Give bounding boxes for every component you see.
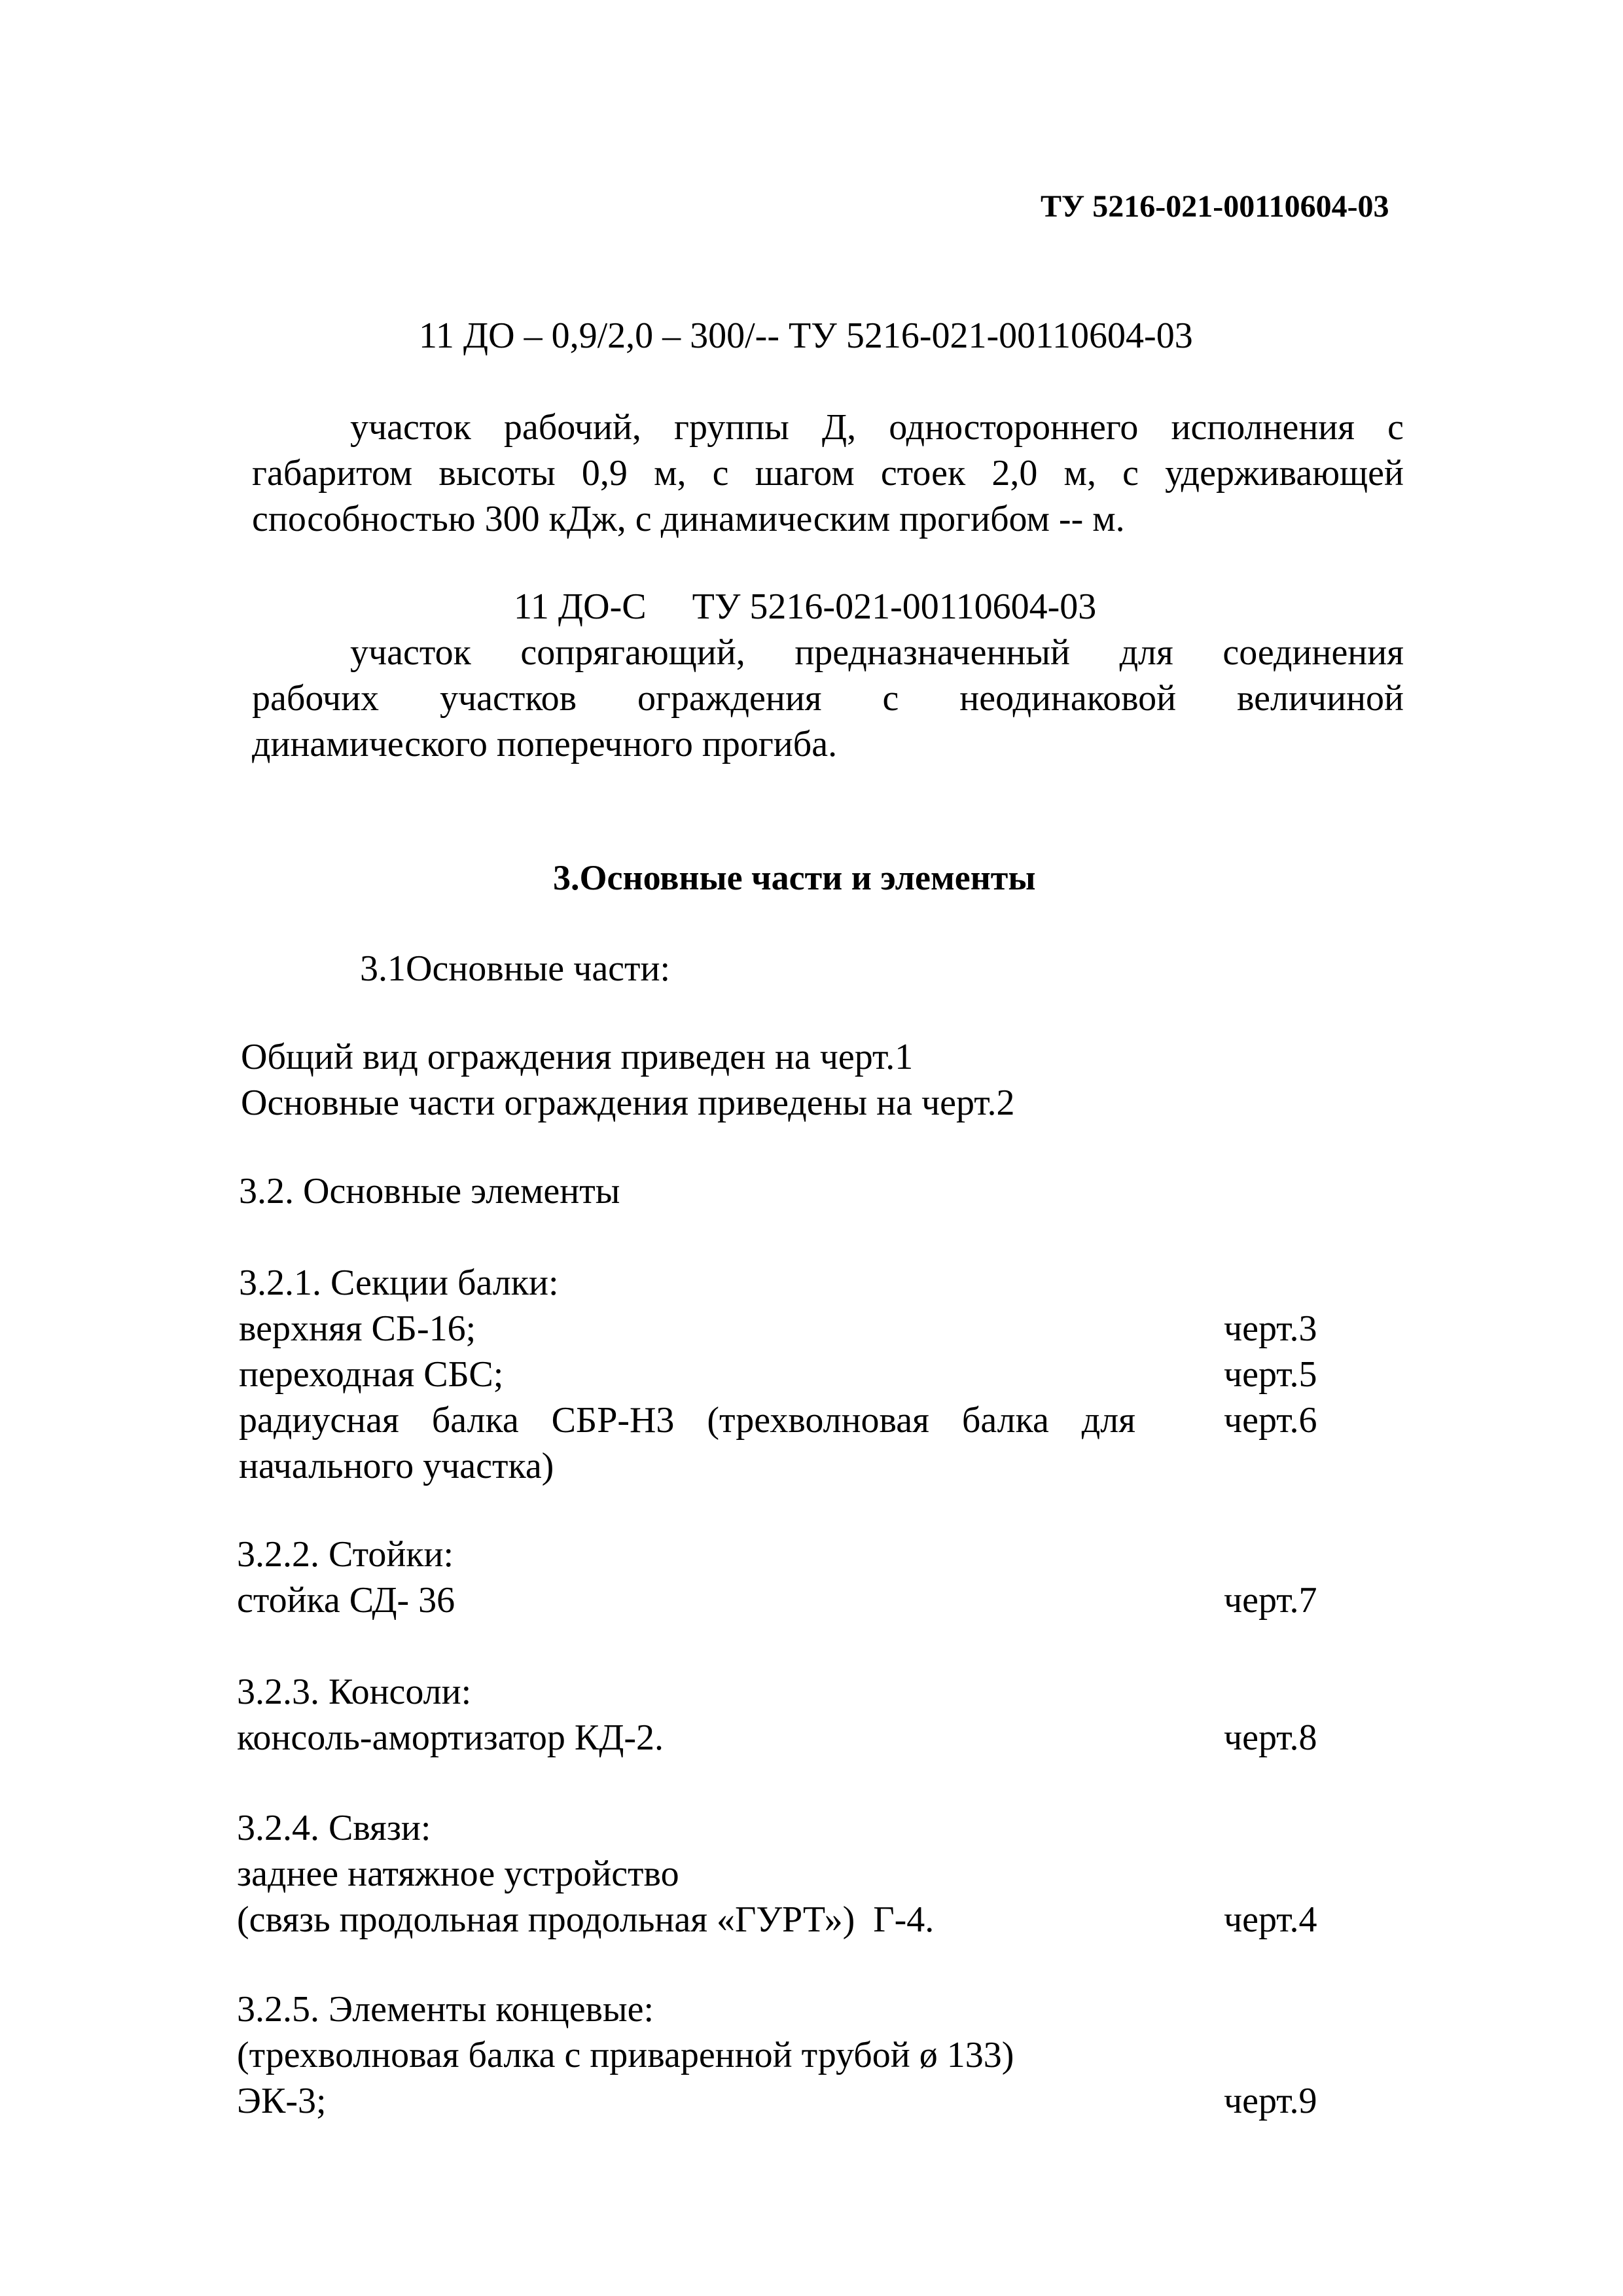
section-3-2-4-line-1: заднее натяжное устройство xyxy=(237,1854,679,1894)
section-3-2-4-title: 3.2.4. Связи: xyxy=(237,1808,431,1848)
section-3-2-3-ref: черт.8 xyxy=(1224,1717,1317,1758)
list-item-text: верхняя СБ-16; xyxy=(239,1308,476,1349)
designation-2: 11 ДО-С ТУ 5216-021-00110604-03 xyxy=(514,586,1097,627)
section-3-2-5-title: 3.2.5. Элементы концевые: xyxy=(237,1989,654,2030)
section-3-2-1-title: 3.2.1. Секции балки: xyxy=(239,1263,559,1303)
paragraph-2-line-2: рабочих участков ограждения с неодинаковой величиной xyxy=(252,678,1404,719)
section-3-2-title: 3.2. Основные элементы xyxy=(239,1171,620,1211)
list-item-text: переходная СБС; xyxy=(239,1354,504,1395)
section-3-title: 3.Основные части и элементы xyxy=(553,858,1036,897)
section-3-2-4-line-2: (связь продольная продольная «ГУРТ») Г-4. xyxy=(237,1899,935,1940)
list-item-text: радиусная балка СБР-Н3 (трехволновая балка для xyxy=(239,1400,1135,1441)
paragraph-1-line-2: габаритом высоты 0,9 м, с шагом стоек 2,0 м, с удерживающей xyxy=(252,453,1404,493)
paragraph-2-line-1: участок сопрягающий, предназначенный для соединения xyxy=(350,632,1404,673)
list-item-ref: черт.3 xyxy=(1224,1308,1317,1349)
section-3-2-5-line-2: ЭК-3; xyxy=(237,2081,327,2121)
section-3-2-5-ref: черт.9 xyxy=(1224,2081,1317,2121)
section-3-2-5-line-1: (трехволновая балка с приваренной трубой ø 133) xyxy=(237,2035,1014,2075)
list-item-text: начального участка) xyxy=(239,1446,554,1486)
designation-1: 11 ДО – 0,9/2,0 – 300/-- ТУ 5216-021-00110604-03 xyxy=(419,315,1193,356)
section-3-1-line-2: Основные части ограждения приведены на черт.2 xyxy=(241,1083,1015,1123)
paragraph-1-line-3: способностью 300 кДж, с динамическим прогибом -- м. xyxy=(252,499,1125,539)
section-3-2-3-title: 3.2.3. Консоли: xyxy=(237,1672,472,1712)
section-3-1-line-1: Общий вид ограждения приведен на черт.1 xyxy=(241,1037,914,1077)
section-3-2-3-item: консоль-амортизатор КД-2. xyxy=(237,1717,664,1758)
section-3-2-2-title: 3.2.2. Стойки: xyxy=(237,1534,454,1575)
section-3-2-2-ref: черт.7 xyxy=(1224,1580,1317,1621)
doc-code-header: ТУ 5216-021-00110604-03 xyxy=(1041,189,1389,224)
section-3-2-2-item: стойка СД- 36 xyxy=(237,1580,455,1621)
list-item-ref: черт.5 xyxy=(1224,1354,1317,1395)
list-item-ref: черт.6 xyxy=(1224,1400,1317,1441)
section-3-2-4-ref: черт.4 xyxy=(1224,1899,1317,1940)
paragraph-2-line-3: динамического поперечного прогиба. xyxy=(252,724,838,764)
section-3-1-title: 3.1Основные части: xyxy=(360,948,671,989)
paragraph-1-line-1: участок рабочий, группы Д, одностороннего исполнения с xyxy=(350,407,1404,448)
